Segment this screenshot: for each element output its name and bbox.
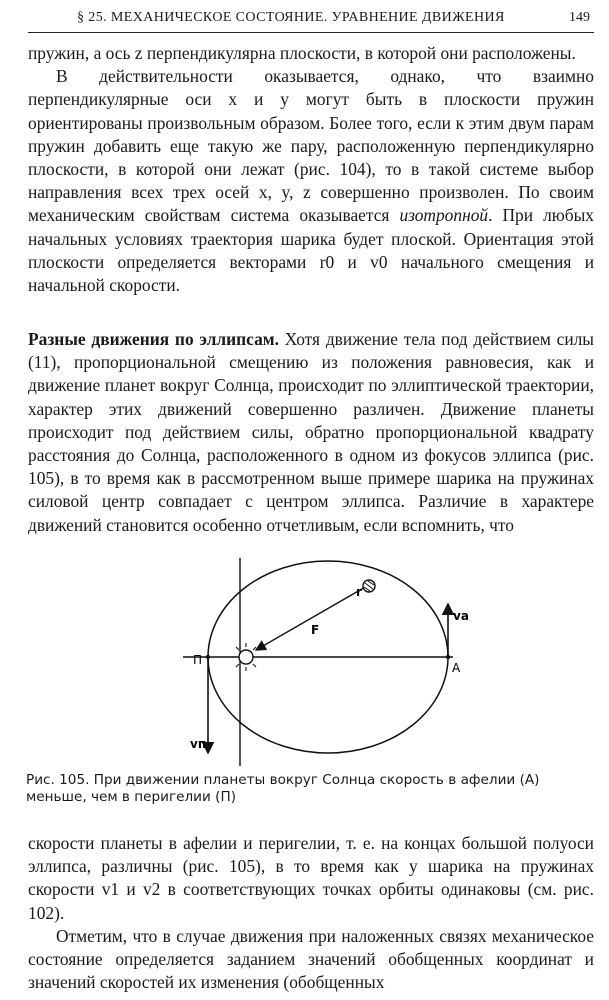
label-v-perihelion: vп [190, 737, 207, 751]
paragraph-3 [28, 328, 594, 537]
label-perihelion: П [193, 653, 203, 667]
label-force: F [311, 623, 320, 637]
page-number: 149 [569, 10, 590, 25]
text-block-middle [28, 328, 594, 537]
paragraph-1: пружин, а ось z перпендикулярна плоскости, в которой они расположены. [28, 43, 576, 63]
paragraph-2-text-a: В действительности оказывается, однако, что взаимно перпендикулярные оси x и y могут быть в плоскости пружин ориентированы произвольным образом. Более того, если к этим двум парам пружин добавить еще такую же пару, расположенную перпендикулярно плоскости, в которой они лежат (рис. 104), то в такой системе выбор направления всех трех осей x, y, z совершенно произволен. По своим механическим свойствам система оказывается [28, 66, 594, 226]
figure-105 [28, 548, 594, 770]
label-radius: r [356, 585, 362, 599]
label-aphelion: А [452, 661, 461, 675]
ellipse-orbit-diagram [28, 548, 594, 770]
perihelion-point [206, 655, 210, 659]
figure-caption: Рис. 105. При движении планеты вокруг Солнца скорость в афелии (А) меньше, чем в перигелии (П) [26, 772, 540, 805]
text-block-bottom [28, 832, 594, 994]
planet-icon [363, 580, 375, 592]
paragraph-5: Отметим, что в случае движения при наложенных связях механическое состояние определяется заданием значений обобщенных координат и значений скоростей их изменения (обобщенных [28, 925, 594, 993]
run-in-heading: Разные движения по эллипсам. [28, 329, 279, 349]
running-header [30, 8, 590, 30]
force-arrow [256, 586, 367, 650]
paragraph-3-text: Хотя движение тела под действием силы (11), пропорциональной смещению из положения равновесия, как и движение планет вокруг Солнца, происходит по эллиптической траектории, характер этих движений совершенно различен. Движение планеты происходит под действием силы, обратно пропорциональной квадрату расстояния до Солнца, расположенного в одном из фокусов эллипса (рис. 105), в то время как в рассмотренном выше примере шарика на пружинах силовой центр совпадает с центром эллипса. Различие в характере движений становится особенно отчетливым, если вспомнить, что [28, 329, 594, 535]
header-rule [28, 32, 594, 33]
paragraph-2 [28, 65, 594, 297]
paragraph-2-italic: изотропной [399, 205, 489, 226]
aphelion-point [446, 655, 450, 659]
paragraph-2-text-b: . При любых начальных условиях траектория шарика будет плоской. Ориентация этой плоскости определяется векторами r0 и v0 начального смещения и начальной скорости. [28, 205, 594, 296]
label-v-aphelion: vа [453, 609, 469, 623]
text-block-top [28, 42, 594, 297]
paragraph-4: скорости планеты в афелии и перигелии, т. е. на концах большой полуоси эллипса, различны (рис. 105), в то время как у шарика на пружинах скорости v1 и v2 в соответствующих точках орбиты одинаковы (см. рис. 102). [28, 833, 594, 923]
section-title: § 25. МЕХАНИЧЕСКОЕ СОСТОЯНИЕ. УРАВНЕНИЕ ДВИЖЕНИЯ [77, 10, 505, 25]
